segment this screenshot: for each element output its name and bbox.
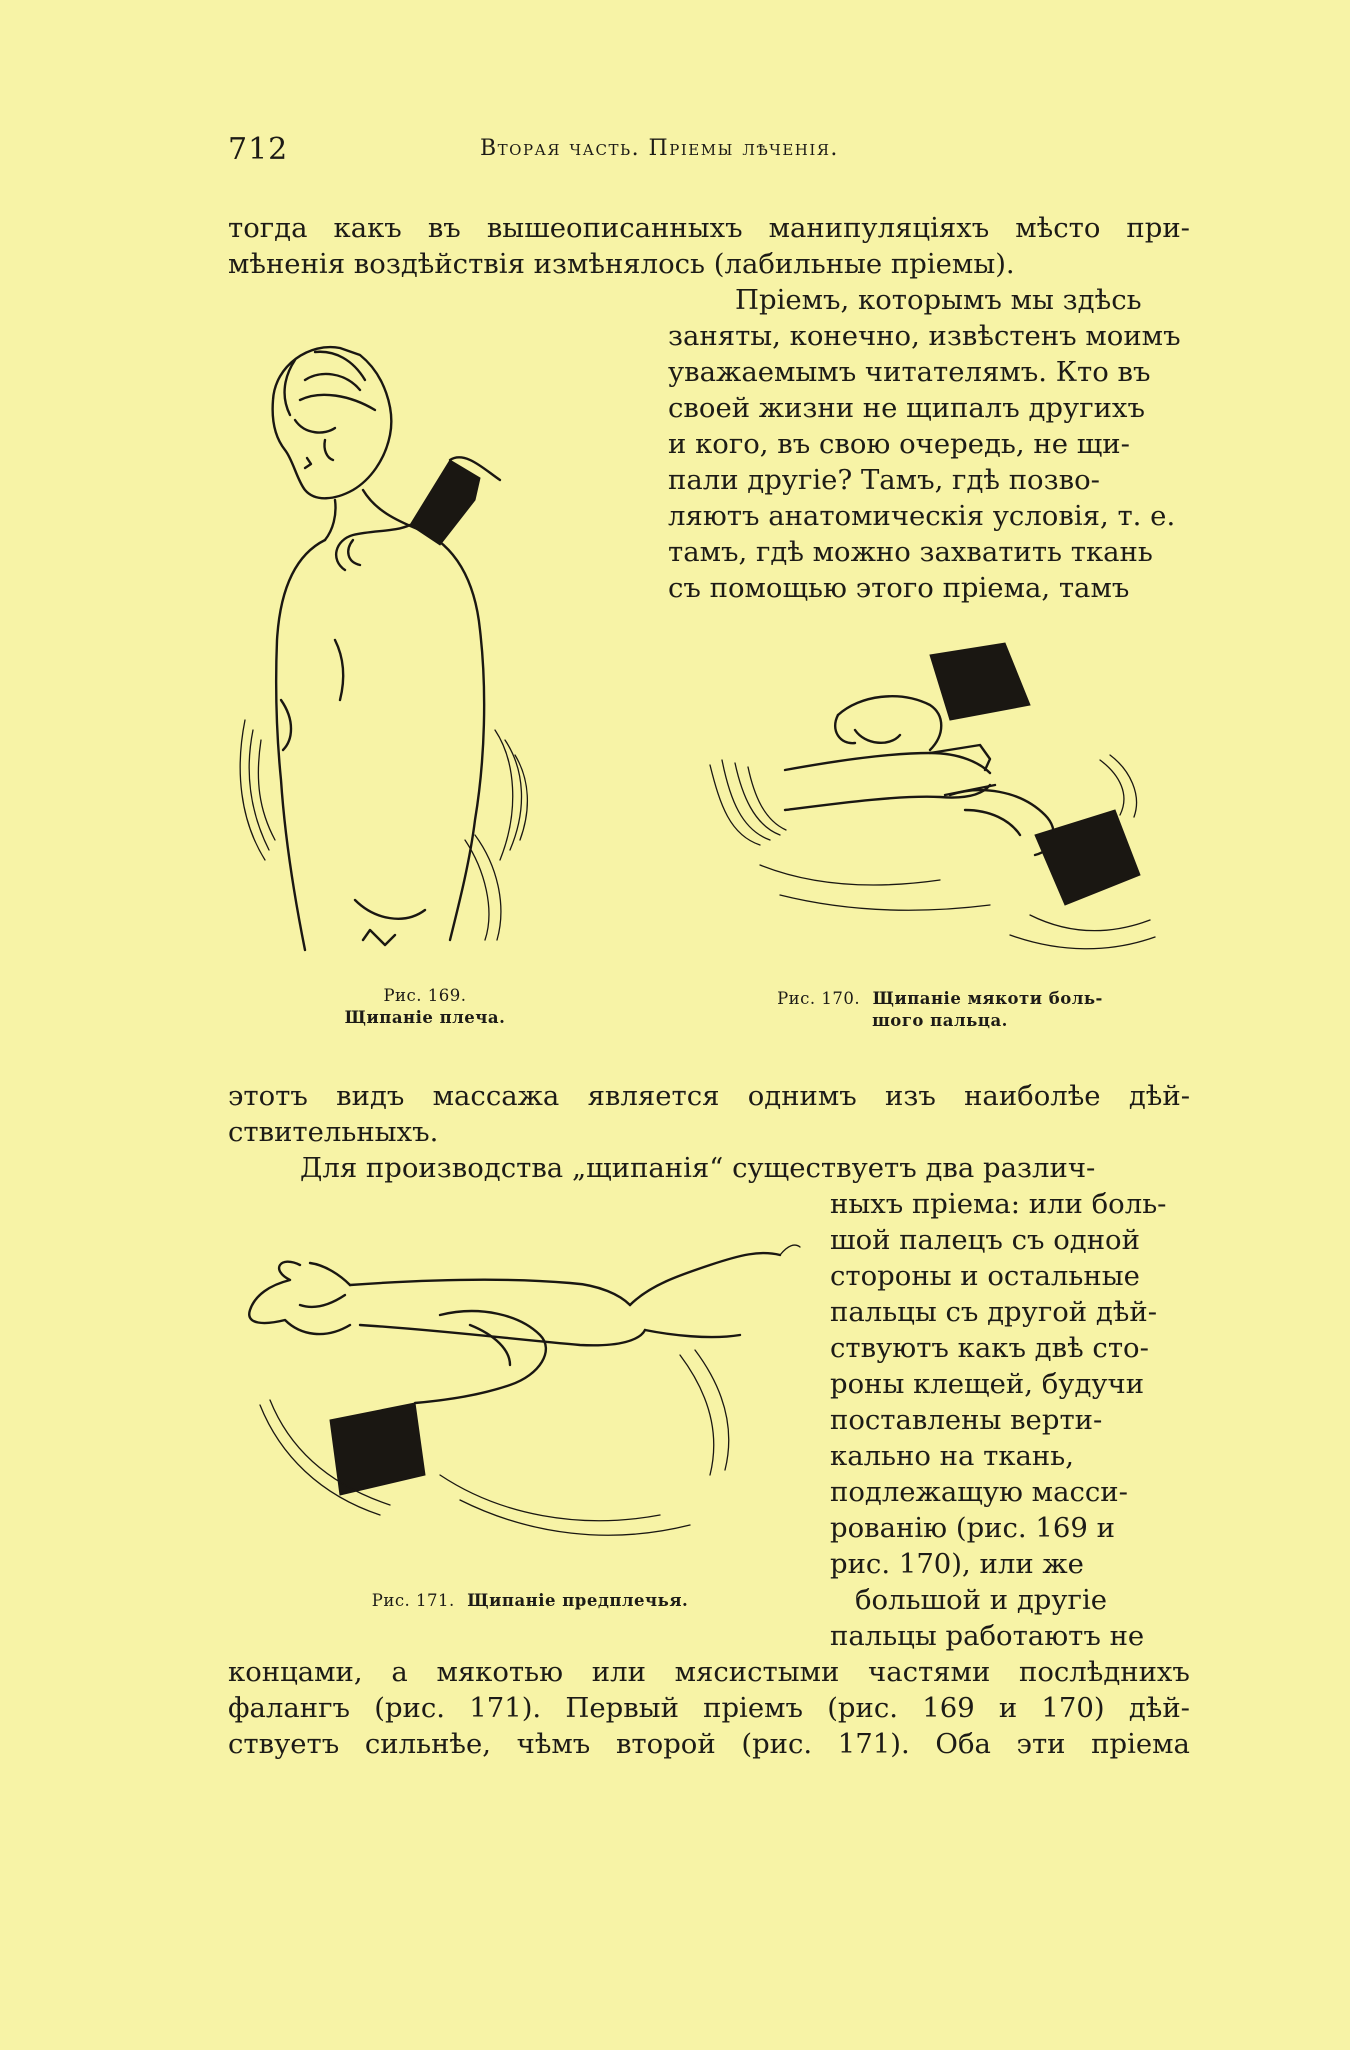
text-line: ныхъ пріема: или боль-: [830, 1188, 1167, 1220]
text-line: пальцы работаютъ не: [830, 1620, 1145, 1652]
text-line: ствуетъ сильнѣе, чѣмъ второй (рис. 171). Оба эти пріема: [228, 1728, 1190, 1760]
masseur-hand: [415, 1311, 546, 1403]
text-line: ствуютъ какъ двѣ сто-: [830, 1332, 1149, 1364]
figure-171-caption: [300, 1590, 760, 1612]
running-title: Вторая часть. Пріемы лѣченія.: [480, 136, 839, 161]
figure-169-title: Щипаніе плеча.: [344, 1008, 506, 1027]
patient-forearm: [350, 1253, 780, 1345]
text-line: кально на ткань,: [830, 1440, 1074, 1472]
text-line: концами, а мякотью или мясистыми частями послѣднихъ: [228, 1656, 1190, 1688]
text-line: ляютъ анатомическія условія, т. е.: [668, 500, 1176, 532]
text-line: роны клещей, будучи: [830, 1368, 1145, 1400]
upper-sleeve-cuff: [930, 643, 1030, 720]
text-line: большой и другіе: [855, 1584, 1108, 1616]
figure-171-number: Рис. 171.: [371, 1591, 455, 1610]
text-line: рис. 170), или же: [830, 1548, 1084, 1580]
text-line: Для производства „щипанія“ существуетъ два различ-: [300, 1152, 1096, 1184]
text-line: своей жизни не щипалъ другихъ: [668, 392, 1145, 424]
text-line: мѣненія воздѣйствія измѣнялось (лабильные пріемы).: [228, 248, 1015, 280]
woman-head: [273, 347, 392, 498]
figure-170-title-line1: Щипаніе мякоти боль-: [872, 989, 1103, 1008]
text-line: ствительныхъ.: [228, 1116, 439, 1148]
text-line: шой палецъ съ одной: [830, 1224, 1140, 1256]
text-line: тогда какъ въ вышеописанныхъ манипуляціяхъ мѣсто при-: [228, 212, 1190, 244]
patient-forearm: [785, 745, 995, 810]
text-line: заняты, конечно, извѣстенъ моимъ: [668, 320, 1181, 352]
text-line: пали другіе? Тамъ, гдѣ позво-: [668, 464, 1100, 496]
text-line: Пріемъ, которымъ мы здѣсь: [735, 284, 1142, 316]
text-line: фалангъ (рис. 171). Первый пріемъ (рис. 169 и 170) дѣй-: [228, 1692, 1190, 1724]
figure-170-title-line2: шого пальца.: [872, 1011, 1008, 1030]
text-line: этотъ видъ массажа является однимъ изъ наиболѣе дѣй-: [228, 1080, 1190, 1112]
text-line: пальцы съ другой дѣй-: [830, 1296, 1158, 1328]
text-line: подлежащую масси-: [830, 1476, 1128, 1508]
hatched-shading: [240, 720, 527, 940]
sleeve-cuff: [410, 457, 500, 545]
figure-169-number: Рис. 169.: [383, 986, 467, 1005]
text-line: поставлены верти-: [830, 1404, 1103, 1436]
figure-169-caption: [320, 985, 530, 1029]
text-line: уважаемымъ читателямъ. Кто въ: [668, 356, 1151, 388]
patient-sleeve-hatching: [710, 760, 990, 910]
text-line: стороны и остальные: [830, 1260, 1140, 1292]
masseur-sleeve-cuff: [330, 1403, 425, 1495]
figure-171-illustration: [240, 1225, 810, 1570]
text-line: рованію (рис. 169 и: [830, 1512, 1115, 1544]
text-line: съ помощью этого пріема, тамъ: [668, 572, 1130, 604]
text-line: тамъ, гдѣ можно захватить ткань: [668, 536, 1153, 568]
pinching-hand: [336, 525, 410, 570]
upper-masseur-hand: [835, 696, 941, 750]
text-line: и кого, въ свою очередь, не щи-: [668, 428, 1130, 460]
figure-171-title: Щипаніе предплечья.: [467, 1591, 689, 1610]
woman-back: [276, 490, 484, 950]
patient-hand: [249, 1262, 350, 1334]
figure-170-caption: [740, 988, 1140, 1032]
lower-masseur-hand: [950, 790, 1054, 855]
figure-169-illustration: [235, 340, 645, 970]
figure-170-number: Рис. 170.: [777, 989, 861, 1008]
figure-170-illustration: [690, 635, 1170, 975]
page-number: 712: [228, 132, 289, 167]
